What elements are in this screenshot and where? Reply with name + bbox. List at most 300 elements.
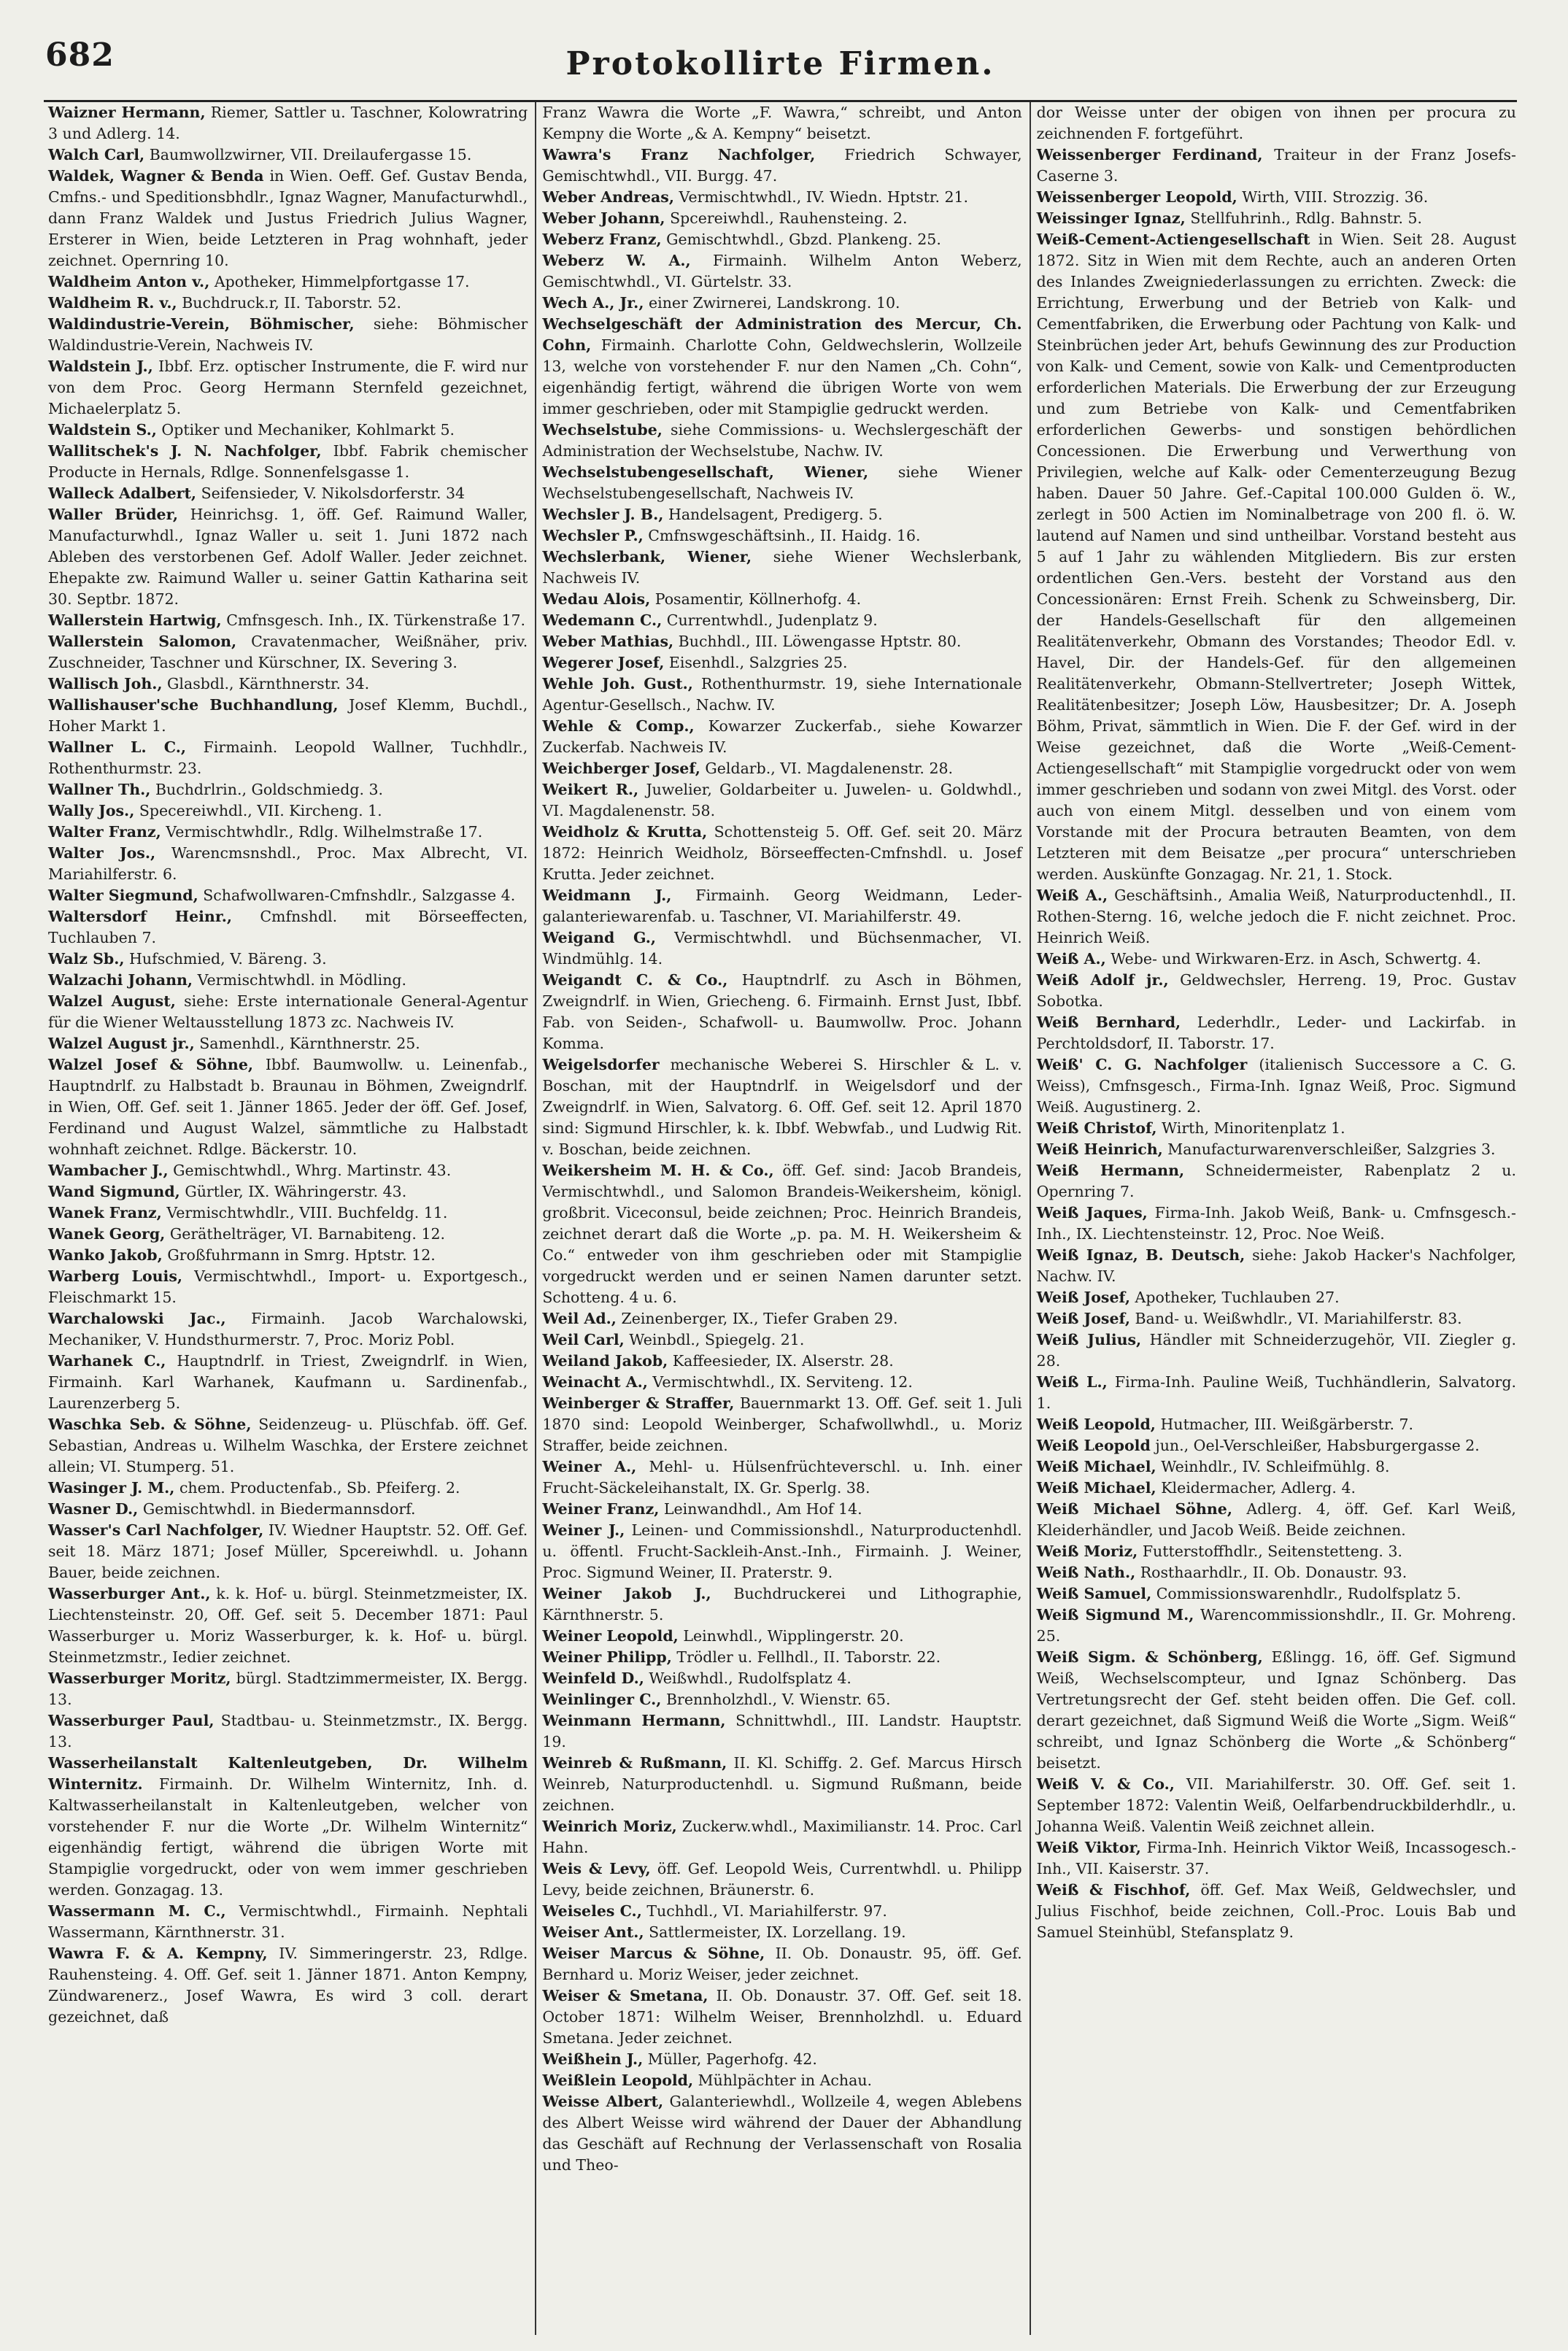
firm-details: Zuckerw.whdl., Maximilianstr. 14. Proc. Carl Hahn. — [542, 1818, 1022, 1856]
firm-name: Wallitschek's J. N. Nachfolger, — [48, 442, 322, 460]
firm-entry — [48, 1583, 528, 1668]
firm-name: Walter Jos., — [48, 844, 156, 862]
firm-entry — [48, 314, 528, 356]
firm-details: Buchdruckerei und Lithographie, Kärnthnerstr. 5. — [542, 1585, 1022, 1624]
firm-details: IV. Wiedner Hauptstr. 52. Off. Gef. seit 18. März 1871; Josef Müller, Spcereiwhdl. u. Johann Bauer, beide zeichnen. — [48, 1521, 528, 1581]
firm-entry — [48, 631, 528, 673]
firm-details: Baumwollzwirner, VII. Dreilaufergasse 15. — [149, 146, 472, 163]
firm-details: einer Zwirnerei, Landskrong. 10. — [649, 294, 900, 312]
firm-details: Traiteur in der Franz Josefs-Caserne 3. — [1036, 146, 1516, 185]
firm-details: Eßlingg. 16, öff. Gef. Sigmund Weiß, Wechselscompteur, und Ignaz Schönberg. Das Vertretungsrecht der Gef. steht beiden offen. Die Gef. coll. derart gezeichnet, daß Sigmund Weiß die Worte „Sigm. Weiß“ schreibt, und Ignaz Schönberg die Worte „& Schönberg“ beisetzt. — [1036, 1648, 1516, 1772]
firm-entry — [48, 1202, 528, 1224]
firm-entry — [48, 695, 528, 737]
firm-details: Posamentir, Köllnerhofg. 4. — [654, 590, 862, 608]
firm-details: Gemischtwhdl., Gbzd. Plankeng. 25. — [666, 231, 941, 248]
firm-name: Weiß A., — [1036, 950, 1106, 968]
firm-details: IV. Simmeringerstr. 23, Rdlge. Rauhensteing. 4. Off. Gef. seit 1. Jänner 1871. Anton Kempny, Zündwarenerz., Josef Wawra, Es wird 3 coll. derart gezeichnet, daß — [48, 1945, 528, 2026]
firm-entry — [542, 1689, 1021, 1710]
firm-details: Specereiwhdl., VII. Kircheng. 1. — [139, 802, 382, 819]
firm-details: öff. Gef. sind: Jacob Brandeis, Vermischtwhdl., und Salomon Brandeis-Weikersheim, königl. großbrit. Viceconsul, beide zeichnen; Proc. Heinrich Brandeis, zeichnet derart daß die Worte „p. pa. M. H. Weikersheim & Co.“ entweder von ihm geschrieben oder mit Stampiglie vorgedruckt werden und er seinen Namen darunter setzt. Schotteng. 4 u. 6. — [542, 1162, 1022, 1306]
firm-entry — [48, 144, 528, 166]
firm-name: Wawra F. & A. Kempny, — [48, 1945, 268, 1962]
firm-name: Weiß Ignaz, B. Deutsch, — [1036, 1246, 1245, 1264]
firm-details: Firmainh. Wilhelm Anton Weberz, Gemischtwhdl., VI. Gürtelstr. 33. — [542, 252, 1022, 290]
firm-details: Firma-Inh. Jakob Weiß, Bank- u. Cmfnsgesch.-Inh., IX. Liechtensteinstr. 12, Proc. Noe Weiß. — [1036, 1204, 1516, 1243]
firm-details: Vermischtwhdl. und Büchsenmacher, VI. Windmühlg. 14. — [542, 929, 1022, 968]
firm-name: Walleck Adalbert, — [48, 485, 197, 502]
firm-details: II. Kl. Schiffg. 2. Gef. Marcus Hirsch Weinreb, Naturproductenhdl. u. Sigmund Rußmann, beide zeichnen. — [542, 1754, 1022, 1814]
firm-details: Hutmacher, III. Weißgärberstr. 7. — [1160, 1416, 1414, 1433]
firm-entry — [542, 1922, 1021, 1943]
firm-entry — [542, 314, 1021, 420]
firm-name: Weißlein Leopold, — [542, 2072, 694, 2089]
firm-entry — [1037, 1541, 1516, 1562]
firm-details: Kowarzer Zuckerfab., siehe Kowarzer Zuckerfab. Nachweis IV. — [542, 717, 1022, 756]
firm-name: Weikersheim M. H. & Co., — [542, 1162, 774, 1179]
firm-entry — [48, 1224, 528, 1245]
firm-name: Weigand G., — [542, 929, 657, 946]
firm-details: Weinbdl., Spiegelg. 21. — [629, 1331, 805, 1348]
firm-details: Commissionswarenhdlr., Rudolfsplatz 5. — [1156, 1585, 1461, 1602]
firm-entry — [1037, 1139, 1516, 1160]
firm-name: Weisse Albert, — [542, 2093, 664, 2110]
firm-name: Weiß Michael, — [1036, 1458, 1156, 1475]
firm-name: Wallisch Joh., — [48, 675, 163, 692]
firm-name: Weikert R., — [542, 781, 639, 798]
firm-details: Seidenzeug- u. Plüschfab. öff. Gef. Sebastian, Andreas u. Wilhelm Waschka, der Erstere zeichnet allein; VI. Stumperg. 51. — [48, 1416, 528, 1475]
firm-name: Wallerstein Salomon, — [48, 633, 237, 650]
firm-name: Wallner L. C., — [48, 738, 187, 756]
firm-details: Wirth, Minoritenplatz 1. — [1162, 1119, 1345, 1137]
firm-name: Weiß V. & Co., — [1036, 1775, 1175, 1793]
firm-entry — [542, 1816, 1021, 1858]
firm-name: Wechselgeschäft der Administration des Mercur, Ch. Cohn, — [542, 315, 1022, 354]
firm-details: Buchdrlrin., Goldschmiedg. 3. — [155, 781, 384, 798]
firm-details: Riemer, Sattler u. Taschner, Kolowratring 3 und Adlerg. 14. — [48, 104, 528, 142]
firm-name: Wedemann C., — [542, 611, 663, 629]
firm-details: Firmainh. Leopold Wallner, Tuchhdlr., Rothenthurmstr. 23. — [48, 738, 528, 777]
firm-name: Weidmann J., — [542, 887, 672, 904]
firm-name: Weiß Adolf jr., — [1036, 971, 1169, 989]
column-2 — [536, 102, 1030, 2335]
firm-name: Weiß Sigmund M., — [1036, 1606, 1194, 1624]
firm-entry — [542, 1901, 1021, 1922]
firm-entry — [48, 991, 528, 1033]
firm-name: Weiß Michael, — [1036, 1479, 1156, 1497]
firm-entry — [48, 1710, 528, 1753]
firm-details: Band- u. Weißwhdlr., VI. Mariahilferstr. 83. — [1135, 1310, 1462, 1327]
column-3 — [1031, 102, 1523, 2335]
firm-details: Warencommissionshdlr., II. Gr. Mohreng. 25. — [1036, 1606, 1516, 1645]
firm-name: Weber Mathias, — [542, 633, 674, 650]
firm-name: Wanek Georg, — [48, 1225, 166, 1243]
firm-name: Weigelsdorfer — [542, 1056, 660, 1073]
firm-entry — [542, 1647, 1021, 1668]
firm-details: siehe Wiener Wechselstubengesellschaft, Nachweis IV. — [542, 463, 1022, 502]
firm-entry — [48, 271, 528, 293]
firm-name: Waltersdorf Heinr., — [48, 908, 233, 925]
firm-entry — [542, 1520, 1021, 1583]
firm-name: Weinacht A., — [542, 1373, 648, 1391]
firm-details: Firma-Inh. Pauline Weiß, Tuchhändlerin, Salvatorg. 1. — [1036, 1373, 1516, 1412]
firm-name: Weidholz & Krutta, — [542, 823, 708, 841]
firm-name: Weil Ad., — [542, 1310, 617, 1327]
firm-details: Hauptndrlf. in Triest, Zweigndrlf. in Wien, Firmainh. Karl Warhanek, Kaufmann u. Sardinenfab., Laurenzerberg 5. — [48, 1352, 528, 1412]
firm-entry — [48, 504, 528, 610]
firm-details: Cmfnswgeschäftsinh., II. Haidg. 16. — [648, 527, 921, 544]
firm-name: Walz Sb., — [48, 950, 125, 968]
firm-details: (italienisch Successore a C. G. Weiss), Cmfnsgesch., Firma-Inh. Ignaz Weiß, Proc. Sigmund Weiß. Augustinerg. 2. — [1036, 1056, 1516, 1116]
firm-name: Weiß Leopold — [1036, 1437, 1151, 1454]
firm-entry — [542, 2091, 1021, 2176]
firm-entry — [1037, 1202, 1516, 1245]
firm-name: Wally Jos., — [48, 802, 135, 819]
firm-name: Walzel August jr., — [48, 1035, 195, 1052]
firm-details: Gemischtwhdl. in Biedermannsdorf. — [142, 1500, 416, 1518]
firm-entry — [1037, 1647, 1516, 1774]
firm-entry — [1037, 144, 1516, 187]
firm-name: Weissinger Ignaz, — [1036, 209, 1186, 227]
firm-entry — [542, 673, 1021, 716]
firm-details: Handelsagent, Predigerg. 5. — [668, 506, 883, 523]
firm-details: k. k. Hof- u. bürgl. Steinmetzmeister, IX. Liechtensteinstr. 20, Off. Gef. seit 5. December 1871: Paul Wasserburger u. Moriz Wasserburger, k. k. Hof- u. bürgl. Steinmetzmstr., Iedier zeichnet. — [48, 1585, 528, 1666]
firm-details: Firmainh. Dr. Wilhelm Winternitz, Inh. d. Kaltwasserheilanstalt in Kaltenleutgeben, welcher von vorstehender F. nur die Worte „Dr. Wilhelm Winternitz“ eigenhändig fertigt, während die übrigen Worte mit Stampiglie vorgedruckt, oder von wem immer geschrieben werden. Gonzagag. 13. — [48, 1775, 528, 1899]
firm-details: Vermischtwhdlr., VIII. Buchfeldg. 11. — [166, 1204, 448, 1221]
firm-entry — [542, 970, 1021, 1054]
page-header — [44, 31, 1517, 102]
firm-entry — [542, 1372, 1021, 1393]
firm-details: Kaffeesieder, IX. Alserstr. 28. — [672, 1352, 894, 1370]
firm-entry — [542, 1626, 1021, 1647]
firm-entry — [542, 1710, 1021, 1753]
firm-entry — [542, 1308, 1021, 1329]
firm-details: Geldwechsler, Herreng. 19, Proc. Gustav Sobotka. — [1036, 971, 1516, 1010]
firm-entry — [48, 1478, 528, 1499]
firm-name: Wasser's Carl Nachfolger, — [48, 1521, 264, 1539]
firm-details: Friedrich Schwayer, Gemischtwhdl., VII. Burgg. 47. — [542, 146, 1022, 185]
firm-entry — [1037, 1414, 1516, 1435]
firm-details: Händler mit Schneiderzugehör, VII. Ziegler g. 28. — [1036, 1331, 1516, 1370]
firm-entry — [1037, 208, 1516, 229]
firm-entry — [542, 420, 1021, 462]
firm-details: Mehl- u. Hülsenfrüchteverschl. u. Inh. einer Frucht-Säckeleihanstalt, IX. Gr. Sperlg. 38. — [542, 1458, 1022, 1497]
firm-entry — [542, 610, 1021, 631]
firm-entry — [542, 1583, 1021, 1626]
firm-name: Wawra's Franz Nachfolger, — [542, 146, 816, 163]
firm-details: II. Ob. Donaustr. 95, öff. Gef. Bernhard u. Moriz Weiser, jeder zeichnet. — [542, 1945, 1022, 1983]
firm-details: Leinwandhdl., Am Hof 14. — [663, 1500, 862, 1518]
firm-entry — [48, 1351, 528, 1414]
firm-entry — [48, 1499, 528, 1520]
firm-name: Walzachi Johann, — [48, 971, 193, 989]
firm-details: Apotheker, Himmelpfortgasse 17. — [214, 273, 470, 290]
firm-details: Firmainh. Charlotte Cohn, Geldwechslerin, Wollzeile 13, welche von vorstehender F. nur den Namen „Ch. Cohn“, eigenhändig fertigt, während die übrigen Worte von wem immer geschrieben, oder mit Stampiglie gedruckt werden. — [542, 336, 1022, 417]
firm-details: Ibbf. Fabrik chemischer Producte in Hernals, Rdlge. Sonnenfelsgasse 1. — [48, 442, 528, 481]
firm-entry — [542, 1943, 1021, 1985]
firm-name: Weinreb & Rußmann, — [542, 1754, 727, 1772]
firm-details: siehe Commissions- u. Wechslergeschäft der Administration der Wechselstube, Nachw. IV. — [542, 421, 1022, 460]
firm-entry — [542, 927, 1021, 970]
firm-name: Weiß Viktor, — [1036, 1839, 1141, 1856]
firm-name: Wasserburger Moritz, — [48, 1669, 231, 1687]
firm-name: Weiß Julius, — [1036, 1331, 1142, 1348]
firm-name: Weinrich Moriz, — [542, 1818, 677, 1835]
firm-entry — [542, 1985, 1021, 2049]
firm-entry — [542, 1753, 1021, 1816]
firm-entry — [542, 1351, 1021, 1372]
firm-name: Weißhein J., — [542, 2050, 644, 2068]
firm-name: Weiland Jakob, — [542, 1352, 668, 1370]
firm-details: Sattlermeister, IX. Lorzellang. 19. — [649, 1923, 906, 1941]
firm-details: Hufschmied, V. Bäreng. 3. — [129, 950, 327, 968]
firm-name: Weiß Josef, — [1036, 1310, 1131, 1327]
firm-entry — [1037, 1837, 1516, 1880]
firm-name: Walter Siegmund, — [48, 887, 198, 904]
firm-details: Stellfuhrinh., Rdlg. Bahnstr. 5. — [1190, 209, 1423, 227]
firm-details: Cravatenmacher, Weißnäher, priv. Zuschneider, Taschner und Kürschner, IX. Severing 3. — [48, 633, 528, 671]
firm-details: Galanteriewhdl., Wollzeile 4, wegen Ablebens des Albert Weisse wird während der Dauer der Abhandlung das Geschäft auf Rechnung der Verlassenschaft von Rosalia und Theo- — [542, 2093, 1022, 2174]
firm-details: Kleidermacher, Adlerg. 4. — [1161, 1479, 1356, 1497]
firm-name: Weichberger Josef, — [542, 760, 700, 777]
firm-details: siehe: Jakob Hacker's Nachfolger, Nachw. IV. — [1036, 1246, 1516, 1285]
firm-details: Müller, Pagerhofg. 42. — [647, 2050, 817, 2068]
firm-name: Weiß Jaques, — [1036, 1204, 1148, 1221]
firm-details: Leinen- und Commissionshdl., Naturproductenhdl. u. öffentl. Frucht-Sackleih-Anst.-Inh., Firmainh. J. Weiner, Proc. Sigmund Weiner, II. Praterstr. 9. — [542, 1521, 1022, 1581]
firm-entry — [48, 1943, 528, 2028]
firm-details: Bauernmarkt 13. Off. Gef. seit 1. Juli 1870 sind: Leopold Weinberger, Schafwollwhdl., u. Moriz Straffer, beide zeichnen. — [542, 1394, 1022, 1454]
firm-entry — [1037, 1435, 1516, 1456]
firm-entry — [542, 525, 1021, 547]
firm-details: Heinrichsg. 1, öff. Gef. Raimund Waller, Manufacturwhdl., Ignaz Waller u. seit 1. Juni 1872 nach Ableben des verstorbenen Gef. Adolf Waller. Jeder zeichnet. Ehepakte zw. Raimund Waller u. seiner Gattin Katharina seit 30. Septbr. 1872. — [48, 506, 528, 608]
firm-details: öff. Gef. Leopold Weis, Currentwhdl. u. Philipp Levy, beide zeichnen, Bräunerstr. 6. — [542, 1860, 1022, 1899]
firm-details: Apotheker, Tuchlauben 27. — [1135, 1289, 1340, 1306]
firm-entry — [48, 610, 528, 631]
firm-details: Brennholzhdl., V. Wienstr. 65. — [665, 1691, 891, 1708]
firm-name: Weiß Heinrich, — [1036, 1140, 1163, 1158]
firm-entry — [1037, 1054, 1516, 1118]
firm-details: Trödler u. Fellhdl., II. Taborstr. 22. — [676, 1648, 941, 1666]
firm-entry — [1037, 1308, 1516, 1329]
firm-name: Weiß Moriz, — [1036, 1543, 1138, 1560]
firm-name: Waldheim R. v., — [48, 294, 177, 312]
firm-entry — [542, 547, 1021, 589]
firm-name: Weissenberger Leopold, — [1036, 188, 1237, 206]
firm-entry — [48, 673, 528, 695]
firm-name: Wasinger J. M., — [48, 1479, 175, 1497]
firm-name: Weinmann Hermann, — [542, 1712, 726, 1729]
firm-details: Cmfnsgesch. Inh., IX. Türkenstraße 17. — [226, 611, 526, 629]
firm-name: Weber Johann, — [542, 209, 665, 227]
firm-details: Schafwollwaren-Cmfnshdlr., Salzgasse 4. — [203, 887, 516, 904]
firm-name: Weiner Philipp, — [542, 1648, 672, 1666]
firm-name: Weigandt C. & Co., — [542, 971, 728, 989]
firm-name: Wallerstein Hartwig, — [48, 611, 222, 629]
firm-name: Weiß Samuel, — [1036, 1585, 1152, 1602]
firm-details: Vermischtwhdl., Firmainh. Nephtali Wassermann, Kärnthnerstr. 31. — [48, 1902, 528, 1941]
firm-name: Wehle Joh. Gust., — [542, 675, 693, 692]
firm-name: Waizner Hermann, — [48, 104, 206, 121]
firm-name: Weiner Franz, — [542, 1500, 660, 1518]
firm-entry — [48, 441, 528, 483]
firm-details: Cmfnshdl. mit Börseeffecten, Tuchlauben 7. — [48, 908, 528, 946]
firm-entry — [542, 652, 1021, 673]
firm-details: mechanische Weberei S. Hirschler & L. v. Boschan, mit der Hauptndrlf. in Weigelsdorf und der Zweigndrlf. in Wien, Salvatorg. 6. Off. Gef. seit 12. April 1870 sind: Sigmund Hirschler, k. k. Ibbf. Webwfab., und Ludwig Rit. v. Boschan, beide zeichnen. — [542, 1056, 1022, 1158]
firm-entry — [48, 166, 528, 271]
firm-details: Zeinenberger, IX., Tiefer Graben 29. — [621, 1310, 898, 1327]
page-number: 682 — [45, 36, 115, 74]
firm-name: Weiner J., — [542, 1521, 625, 1539]
firm-details: Gemischtwhdl., Whrg. Martinstr. 43. — [173, 1162, 452, 1179]
firm-details: Webe- und Wirkwaren-Erz. in Asch, Schwertg. 4. — [1111, 950, 1481, 968]
firm-entry — [48, 1753, 528, 1901]
firm-entry — [1037, 970, 1516, 1012]
firm-entry — [48, 906, 528, 949]
firm-name: Weiß Leopold, — [1036, 1416, 1156, 1433]
firm-name: Wallner Th., — [48, 781, 151, 798]
firm-entry — [48, 1245, 528, 1266]
firm-entry — [48, 779, 528, 800]
firm-entry — [48, 1160, 528, 1181]
firm-entry — [1037, 187, 1516, 208]
firm-entry — [48, 1901, 528, 1943]
firm-details: Vermischtwhdlr., Rdlg. Wilhelmstraße 17. — [166, 823, 483, 841]
firm-details: Rosthaarhdlr., II. Ob. Donaustr. 93. — [1140, 1564, 1407, 1581]
firm-details: in Wien. Oeff. Gef. Gustav Benda, Cmfns.- und Speditionsbhdlr., Ignaz Wagner, Manufacturwhdl., dann Franz Waldek und Justus Friedrich Julius Wagner, Ersterer in Wien, beide Letzteren in Prag wohnhaft, jeder zeichnet. Opernring 10. — [48, 167, 528, 269]
firm-name: Weiß L., — [1036, 1373, 1108, 1391]
firm-details: Firmainh. Jacob Warchalowski, Mechaniker, V. Hundsthurmerstr. 7, Proc. Moriz Pobl. — [48, 1310, 528, 1348]
firm-entry — [48, 737, 528, 779]
firm-entry — [1037, 1499, 1516, 1541]
firm-details: öff. Gef. Max Weiß, Geldwechsler, und Julius Fischhof, beide zeichnen, Coll.-Proc. Louis Bab und Samuel Steinhübl, Stefansplatz 9. — [1036, 1881, 1516, 1941]
firm-details: Currentwhdl., Judenplatz 9. — [666, 611, 878, 629]
firm-name: Weiß Sigm. & Schönberg, — [1036, 1648, 1263, 1666]
firm-details: chem. Productenfab., Sb. Pfeiferg. 2. — [179, 1479, 460, 1497]
continued-text: Franz Wawra die Worte „F. Wawra,“ schreibt, und Anton Kempny die Worte „& A. Kempny“ beisetzt. — [542, 104, 1022, 142]
firm-name: Weiß Josef, — [1036, 1289, 1131, 1306]
firm-entry — [542, 229, 1021, 250]
firm-name: Weiß A., — [1036, 887, 1108, 904]
firm-name: Wechselstubengesellschaft, Wiener, — [542, 463, 869, 481]
firm-entry — [542, 1160, 1021, 1308]
firm-name: Weberz W. A., — [542, 252, 691, 269]
firm-details: Stadtbau- u. Steinmetzmstr., IX. Bergg. 13. — [48, 1712, 528, 1750]
firm-entry — [542, 250, 1021, 293]
firm-name: Warchalowski Jac., — [48, 1310, 226, 1327]
firm-entry — [1037, 229, 1516, 885]
firm-details: Mühlpächter in Achau. — [698, 2072, 873, 2089]
firm-name: Walzel August, — [48, 992, 176, 1010]
firm-name: Weiß Michael Söhne, — [1036, 1500, 1232, 1518]
firm-entry — [1037, 1562, 1516, 1583]
firm-entry — [48, 970, 528, 991]
firm-details: II. Ob. Donaustr. 37. Off. Gef. seit 18. October 1871: Wilhelm Weiser, Brennholzhdl. u. Eduard Smetana. Jeder zeichnet. — [542, 1987, 1022, 2047]
firm-details: siehe: Böhmischer Waldindustrie-Verein, Nachweis IV. — [48, 315, 528, 354]
firm-details: Glasbdl., Kärnthnerstr. 34. — [167, 675, 370, 692]
firm-name: Walzel Josef & Söhne, — [48, 1056, 254, 1073]
firm-details: siehe Wiener Wechslerbank, Nachweis IV. — [542, 548, 1022, 587]
firm-name: Weiner Jakob J., — [542, 1585, 711, 1602]
firm-name: Weiser Ant., — [542, 1923, 644, 1941]
firm-entry — [1037, 1012, 1516, 1054]
firm-entry — [1037, 1160, 1516, 1202]
firm-entry — [542, 144, 1021, 187]
firm-name: Weiß & Fischhof, — [1036, 1881, 1191, 1899]
firm-entry — [542, 2049, 1021, 2070]
firm-entry — [48, 1054, 528, 1160]
firm-name: Wasserburger Ant., — [48, 1585, 211, 1602]
column-1 — [42, 102, 536, 2335]
firm-details: Schneidermeister, Rabenplatz 2 u. Opernring 7. — [1036, 1162, 1516, 1200]
firm-entry — [48, 1033, 528, 1054]
firm-name: Wallishauser'sche Buchhandlung, — [48, 696, 339, 714]
firm-entry — [48, 483, 528, 504]
firm-name: Waldstein S., — [48, 421, 157, 439]
firm-details: Geschäftsinh., Amalia Weiß, Naturproductenhdl., II. Rothen-Sterng. 16, welche jedoch die F. nicht zeichnet. Proc. Heinrich Weiß. — [1036, 887, 1516, 946]
firm-details: Vermischtwhdl., IV. Wiedn. Hptstr. 21. — [679, 188, 969, 206]
firm-details: Tuchhdl., VI. Mariahilferstr. 97. — [646, 1902, 887, 1920]
firm-entry — [542, 1054, 1021, 1160]
firm-entry — [542, 1393, 1021, 1456]
firm-entry — [1037, 1774, 1516, 1837]
firm-entry — [542, 2070, 1021, 2091]
firm-entry — [542, 885, 1021, 927]
firm-details: VII. Mariahilferstr. 30. Off. Gef. seit 1. September 1872: Valentin Weiß, Oelfarbendruckbilderhdlr., u. Johanna Weiß. Valentin Weiß zeichnet allein. — [1036, 1775, 1516, 1835]
firm-details: Seifensieder, V. Nikolsdorferstr. 34 — [201, 485, 466, 502]
firm-details: Hauptndrlf. zu Asch in Böhmen, Zweigndrlf. in Wien, Griecheng. 6. Firmainh. Ernst Just, Ibbf. Fab. von Seiden-, Schafwoll- u. Baumwollw. Proc. Johann Komma. — [542, 971, 1022, 1052]
firm-details: Ibbf. Baumwollw. u. Leinenfab., Hauptndrlf. zu Halbstadt b. Braunau in Böhmen, Zweigndrlf. in Wien, Off. Gef. seit 1. Jänner 1865. Jeder der öff. Gef. Josef, Ferdinand und August Walzel, sämmtliche zu Halbstadt wohnhaft zeichnet. Rdlge. Bäckerstr. 10. — [48, 1056, 528, 1158]
firm-details: Manufacturwarenverschleißer, Salzgries 3. — [1167, 1140, 1496, 1158]
firm-details: in Wien. Seit 28. August 1872. Sitz in Wien mit dem Rechte, auch an anderen Orten des Inlandes Zweigniederlassungen zu errichten. Zweck: die Errichtung, Erwerbung und der Betrieb von Kalk- und Cementfabriken, die Erwerbung oder Pachtung von Kalk- und Steinbrüchen jeder Art, behufs Gewinnung des zur Production von Kalk- und Cement, sowie von Kalk- und Cementproducten erforderlichen Materials. Die Erwerbung der zur Erzeugung und zum Betriebe von Kalk- und Cementfabriken erforderlichen Gewerbs- und sonstigen behördlichen Concessionen. Die Erwerbung und Verwerthung von Privilegien, welche auf Kalk- oder Cementerzeugung Bezug haben. Dauer 50 Jahre. Gef.-Capital 100.000 Gulden ö. W., zerlegt in 500 Actien im Nominalbetrage von 200 fl. ö. W. lautend auf Namen und sind untheilbar. Vorstand besteht aus 5 auf 1 Jahr zu wählenden Mitgliedern. Bis zur ersten ordentlichen Gen.-Vers. besteht der Vorstand aus den Concessionären: Ernst Freih. Schenk zu Schweinsberg, Dir. der Handels-Gesellschaft für den allgemeinen Realitätenverkehr, Obmann des Vorstandes; Theodor Edl. v. Havel, Dir. der Handels-Gef. für den allgemeinen Realitätenverkehr, Obmann-Stellvertreter; Joseph Wittek, Realitätenbesitzer; Joseph Löw, Hausbesitzer; Dr. A. Joseph Böhm, Privat, sämmtlich in Wien. Die F. der Gef. wird in der Weise gezeichnet, daß die Worte „Weiß-Cement-Actiengesellschaft“ mit Stampiglie vorgedruckt oder von wem immer geschrieben und sodann von zwei Mitgl. des Vorst. oder auch von einem Mitgl. desselben und von einem vom Vorstande mit der Procura betrauten Beamten, von dem Letzteren mit dem Beisatze „per procura“ unterschrieben werden. Auskünfte Gonzagag. Nr. 21, 1. Stock. — [1036, 231, 1516, 883]
firm-entry — [1037, 1456, 1516, 1478]
firm-name: Weiner Leopold, — [542, 1627, 679, 1645]
firm-entry — [542, 1456, 1021, 1499]
firm-entry — [48, 1266, 528, 1308]
firm-name: Weiseles C., — [542, 1902, 642, 1920]
firm-entry — [1037, 885, 1516, 949]
firm-name: Wedau Alois, — [542, 590, 651, 608]
firm-name: Walch Carl, — [48, 146, 145, 163]
firm-name: Wasner D., — [48, 1500, 139, 1518]
firm-entry — [1037, 949, 1516, 970]
firm-entry — [542, 187, 1021, 208]
firm-details: jun., Oel-Verschleißer, Habsburgergasse 2. — [1155, 1437, 1480, 1454]
firm-name: Wanek Franz, — [48, 1204, 162, 1221]
firm-name: Waschka Seb. & Söhne, — [48, 1416, 252, 1433]
firm-entry — [48, 1520, 528, 1583]
firm-details: Futterstoffhdlr., Seitenstetteng. 3. — [1142, 1543, 1403, 1560]
firm-details: Juwelier, Goldarbeiter u. Juwelen- u. Goldwhdl., VI. Magdalenenstr. 58. — [542, 781, 1022, 819]
firm-details: Lederhdlr., Leder- und Lackirfab. in Perchtoldsdorf, II. Taborstr. 17. — [1036, 1014, 1516, 1052]
firm-details: Samenhdl., Kärnthnerstr. 25. — [199, 1035, 420, 1052]
firm-name: Waller Brüder, — [48, 506, 179, 523]
firm-entry — [1037, 1287, 1516, 1308]
firm-name: Weinberger & Straffer, — [542, 1394, 735, 1412]
firm-name: Waldindustrie-Verein, Böhmischer, — [48, 315, 355, 333]
firm-entry — [542, 208, 1021, 229]
firm-name: Weber Andreas, — [542, 188, 674, 206]
firm-name: Weiß Christof, — [1036, 1119, 1157, 1137]
firm-entry — [48, 293, 528, 314]
firm-entry — [1037, 1478, 1516, 1499]
firm-entry — [1037, 1372, 1516, 1414]
firm-details: bürgl. Stadtzimmermeister, IX. Bergg. 13. — [48, 1669, 528, 1708]
firm-name: Weiß Bernhard, — [1036, 1014, 1181, 1031]
firm-entry — [48, 949, 528, 970]
firm-entry — [48, 1308, 528, 1351]
firm-details: Vermischtwhdl., Import- u. Exportgesch., Fleischmarkt 15. — [48, 1267, 528, 1306]
firm-entry — [48, 420, 528, 441]
firm-entry — [542, 1499, 1021, 1520]
